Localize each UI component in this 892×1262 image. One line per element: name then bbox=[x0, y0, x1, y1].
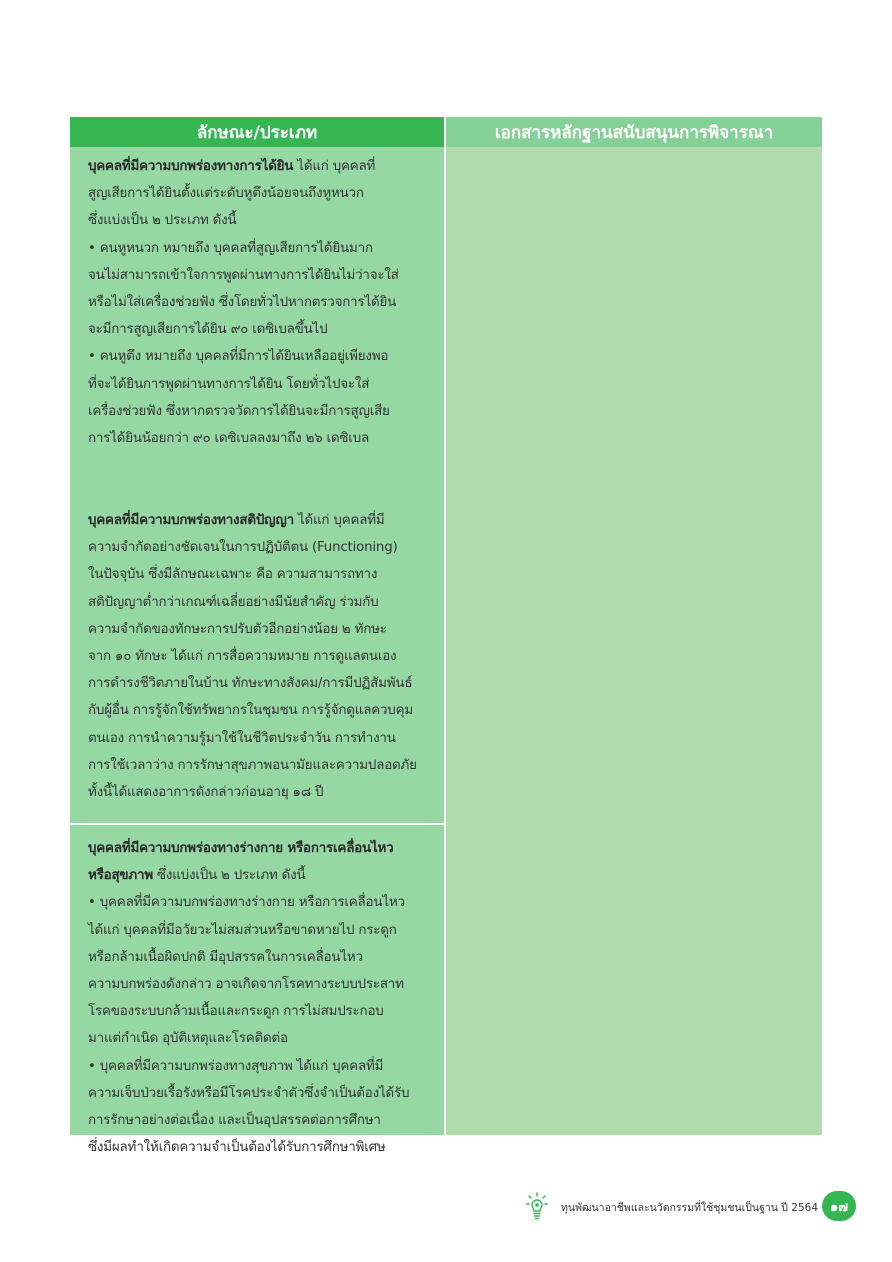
section-title: บุคคลที่มีความบกพร่องทางร่างกาย หรือการเคลื่อนไหว bbox=[88, 841, 394, 856]
text-line: ความจำกัดของทักษะการปรับตัวอีกอย่างน้อย ๒ ทักษะ bbox=[88, 621, 387, 637]
text-line: ซึ่งแบ่งเป็น ๒ ประเภท ดังนี้ bbox=[88, 213, 237, 229]
text-line: ได้แก่ บุคคลที่มี bbox=[293, 513, 385, 528]
hearing-impairment-section bbox=[88, 153, 438, 452]
text-line: กับผู้อื่น การรู้จักใช้ทรัพยากรในชุมชน การรู้จักดูแลควบคุม bbox=[88, 703, 413, 719]
supporting-documents-column bbox=[446, 147, 822, 1135]
header-characteristics: ลักษณะ/ประเภท bbox=[70, 117, 444, 147]
bullet-line: • บุคคลที่มีความบกพร่องทางร่างกาย หรือการเคลื่อนไหว bbox=[88, 895, 405, 911]
section-title: บุคคลที่มีความบกพร่องทางสติปัญญา bbox=[88, 513, 294, 528]
text-line: โรคของระบบกล้ามเนื้อและกระดูก การไม่สมประกอบ bbox=[88, 1004, 384, 1020]
lightbulb-icon bbox=[526, 1192, 548, 1222]
intellectual-disability-section bbox=[88, 507, 438, 806]
header-supporting-documents: เอกสารหลักฐานสนับสนุนการพิจารณา bbox=[446, 117, 822, 147]
bullet-line: • คนหูหนวก หมายถึง บุคคลที่สูญเสียการได้ยินมาก bbox=[88, 240, 373, 256]
text-line: การดำรงชีวิตภายในบ้าน ทักษะทางสังคม/การมีปฏิสัมพันธ์ bbox=[88, 676, 413, 692]
text-line: จนไม่สามารถเข้าใจการพูดผ่านทางการได้ยินไม่ว่าจะใส่ bbox=[88, 267, 399, 283]
bullet-line: • คนหูตึง หมายถึง บุคคลที่มีการได้ยินเหลืออยู่เพียงพอ bbox=[88, 349, 389, 365]
text-line: ตนเอง การนำความรู้มาใช้ในชีวิตประจำวัน การทำงาน bbox=[88, 730, 396, 746]
text-line: ซึ่งมีผลทำให้เกิดความจำเป็นต้องได้รับการศึกษาพิเศษ bbox=[88, 1140, 386, 1156]
text-line: หรือกล้ามเนื้อผิดปกติ มีอุปสรรคในการเคลื่อนไหว bbox=[88, 949, 363, 965]
text-line: ในปัจจุบัน ซึ่งมีลักษณะเฉพาะ คือ ความสามารถทาง bbox=[88, 567, 378, 583]
bullet-line: • บุคคลที่มีความบกพร่องทางสุขภาพ ได้แก่ บุคคลที่มี bbox=[88, 1058, 384, 1074]
text-line: ซึ่งแบ่งเป็น ๒ ประเภท ดังนี้ bbox=[152, 868, 306, 884]
text-line: ความจำกัดอย่างชัดเจนในการปฏิบัติตน (Functioning) bbox=[88, 540, 398, 556]
footer-publication-title: ทุนพัฒนาอาชีพและนวัตกรรมที่ใช้ชุมชนเป็นฐาน ปี 2564 bbox=[561, 1202, 819, 1214]
criteria-table bbox=[70, 117, 822, 1156]
section-title-cont: หรือสุขภาพ bbox=[88, 868, 153, 884]
text-line: ที่จะได้ยินการพูดผ่านทางการได้ยิน โดยทั่วไปจะใส่ bbox=[88, 376, 370, 392]
text-line: การได้ยินน้อยกว่า ๙๐ เดซิเบลลงมาถึง ๒๖ เดซิเบล bbox=[88, 430, 369, 446]
text-line: ความเจ็บป่วยเรื้อรังหรือมีโรคประจำตัวซึ่งจำเป็นต้องได้รับ bbox=[88, 1085, 410, 1101]
text-line: การรักษาอย่างต่อเนื่อง และเป็นอุปสรรคต่อการศึกษา bbox=[88, 1112, 381, 1128]
page-number: ๑๗ bbox=[822, 1191, 856, 1221]
text-line: หรือไม่ใส่เครื่องช่วยฟัง ซึ่งโดยทั่วไปหากตรวจการได้ยิน bbox=[88, 294, 397, 310]
text-line: จาก ๑๐ ทักษะ ได้แก่ การสื่อความหมาย การดูแลตนเอง bbox=[88, 648, 397, 664]
text-line: ทั้งนี้ได้แสดงอาการดังกล่าวก่อนอายุ ๑๘ ปี bbox=[88, 784, 324, 800]
physical-health-impairment-section bbox=[88, 835, 438, 1161]
text-line: เครื่องช่วยฟัง ซึ่งหากตรวจวัดการได้ยินจะมีการสูญเสีย bbox=[88, 403, 390, 419]
characteristics-column bbox=[70, 147, 444, 1156]
text-line: ได้แก่ บุคคลที่ bbox=[293, 159, 376, 174]
row-divider bbox=[70, 823, 444, 825]
text-line: ความบกพร่องดังกล่าว อาจเกิดจากโรคทางระบบประสาท bbox=[88, 976, 404, 992]
section-title: บุคคลที่มีความบกพร่องทางการได้ยิน bbox=[88, 159, 294, 174]
text-line: สติปัญญาต่ำกว่าเกณฑ์เฉลี่ยอย่างมีนัยสำคัญ ร่วมกับ bbox=[88, 594, 379, 610]
text-line: การใช้เวลาว่าง การรักษาสุขภาพอนามัยและความปลอดภัย bbox=[88, 757, 417, 773]
text-line: สูญเสียการได้ยินตั้งแต่ระดับหูตึงน้อยจนถึงหูหนวก bbox=[88, 186, 364, 202]
text-line: ได้แก่ บุคคลที่มีอวัยวะไม่สมส่วนหรือขาดหายไป กระดูก bbox=[88, 922, 397, 938]
text-line: จะมีการสูญเสียการได้ยิน ๙๐ เดซิเบลขึ้นไป bbox=[88, 322, 328, 338]
text-line: มาแต่กำเนิด อุบัติเหตุและโรคติดต่อ bbox=[88, 1031, 288, 1047]
